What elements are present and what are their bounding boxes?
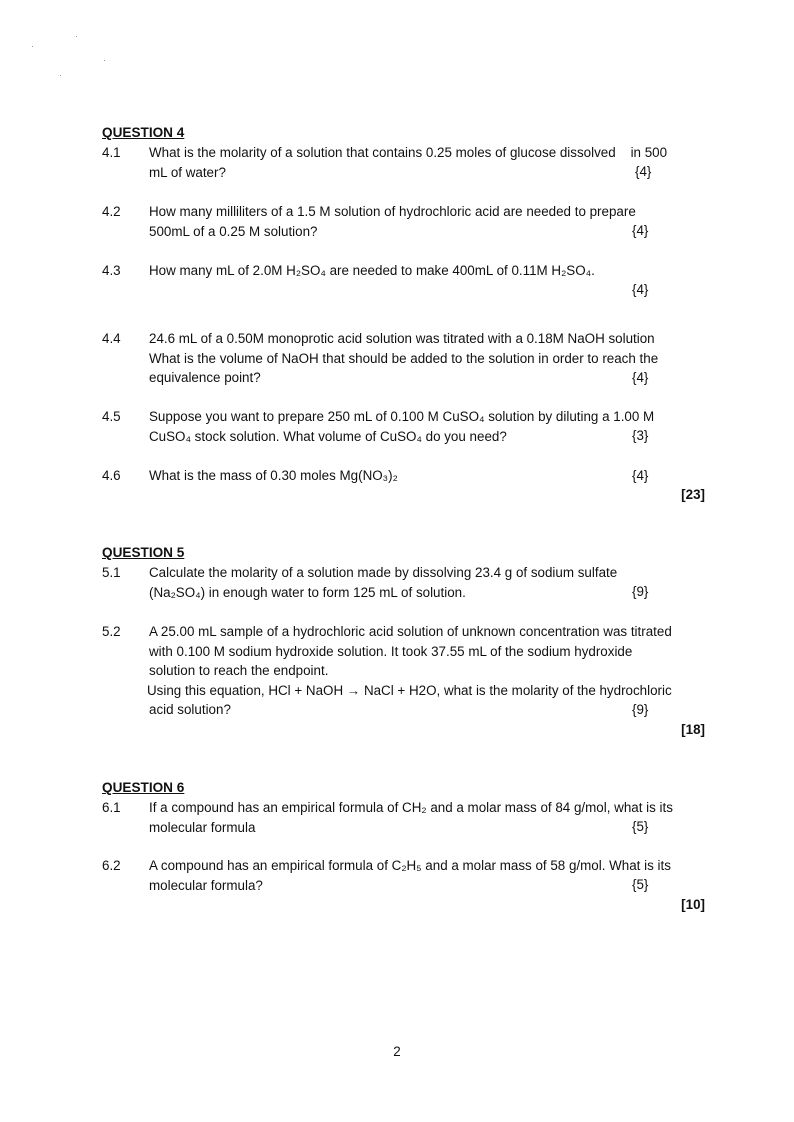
question-line: molecular formula: [149, 819, 256, 835]
question-line: 24.6 mL of a 0.50M monoprotic acid solution was titrated with a 0.18M NaOH solution: [149, 331, 655, 346]
question-line: A compound has an empirical formula of C₂H₅ and a molar mass of 58 g/mol. What is its: [149, 858, 671, 873]
question-number: 4.2: [102, 204, 121, 219]
page-number: 2: [393, 1044, 401, 1059]
question-line: Using this equation, HCl + NaOH → NaCl + H2O, what is the molarity of the hydrochloric: [147, 682, 672, 698]
question-line: A 25.00 mL sample of a hydrochloric acid solution of unknown concentration was titrated: [149, 624, 672, 639]
question-number: 4.1: [102, 145, 121, 160]
question-4-title: QUESTION 4: [102, 125, 185, 140]
question-marks: {3}: [632, 428, 649, 443]
scan-speck: [76, 36, 77, 37]
scan-speck: [60, 75, 61, 76]
question-line: What is the mass of 0.30 moles Mg(NO₃)₂: [149, 468, 398, 483]
question-number: 5.2: [102, 624, 121, 639]
question-line: CuSO₄ stock solution. What volume of CuSO₄ do you need?: [149, 428, 507, 444]
question-6-total: [10]: [681, 897, 705, 912]
question-6-title: QUESTION 6: [102, 780, 185, 795]
question-line: equivalence point?: [149, 370, 261, 385]
question-line: Suppose you want to prepare 250 mL of 0.100 M CuSO₄ solution by diluting a 1.00 M: [149, 409, 655, 424]
question-5-title: QUESTION 5: [102, 545, 185, 560]
question-marks: {4}: [632, 223, 649, 238]
question-marks: {4}: [632, 370, 649, 385]
question-line: What is the molarity of a solution that contains 0.25 moles of glucose dissolved in 500: [149, 145, 668, 160]
question-line: acid solution?: [149, 702, 231, 717]
question-marks: {4}: [632, 282, 649, 297]
question-text: [149, 261, 731, 281]
question-line: If a compound has an empirical formula of CH₂ and a molar mass of 84 g/mol, what is its: [149, 800, 673, 815]
question-5-total: [18]: [681, 722, 705, 737]
question-line: with 0.100 M sodium hydroxide solution. It took 37.55 mL of the sodium hydroxide: [149, 643, 633, 659]
question-marks: {4}: [635, 164, 652, 179]
question-number: 6.1: [102, 800, 121, 815]
question-line: How many mL of 2.0M H₂SO₄ are needed to make 400mL of 0.11M H₂SO₄.: [149, 263, 595, 278]
question-marks: {4}: [632, 468, 649, 483]
question-marks: {9}: [632, 702, 649, 717]
question-line: What is the volume of NaOH that should be added to the solution in order to reach the: [149, 350, 659, 366]
question-number: 4.5: [102, 409, 121, 424]
question-number: 4.4: [102, 331, 121, 346]
question-line: molecular formula?: [149, 877, 263, 893]
question-number: 4.3: [102, 263, 121, 278]
scan-speck: [32, 46, 33, 47]
question-line: mL of water?: [149, 164, 226, 180]
question-marks: {5}: [632, 819, 649, 834]
question-marks: {5}: [632, 877, 649, 892]
question-number: 4.6: [102, 468, 121, 483]
question-number: 5.1: [102, 565, 121, 580]
question-line: Calculate the molarity of a solution made by dissolving 23.4 g of sodium sulfate: [149, 565, 618, 580]
question-number: 6.2: [102, 858, 121, 873]
question-line: How many milliliters of a 1.5 M solution of hydrochloric acid are needed to prepare: [149, 204, 636, 219]
question-marks: {9}: [632, 584, 649, 599]
scan-speck: [104, 60, 105, 61]
question-4-total: [23]: [681, 487, 705, 502]
question-line: 500mL of a 0.25 M solution?: [149, 223, 318, 239]
question-line: solution to reach the endpoint.: [149, 663, 329, 678]
question-line: (Na₂SO₄) in enough water to form 125 mL of solution.: [149, 584, 466, 600]
